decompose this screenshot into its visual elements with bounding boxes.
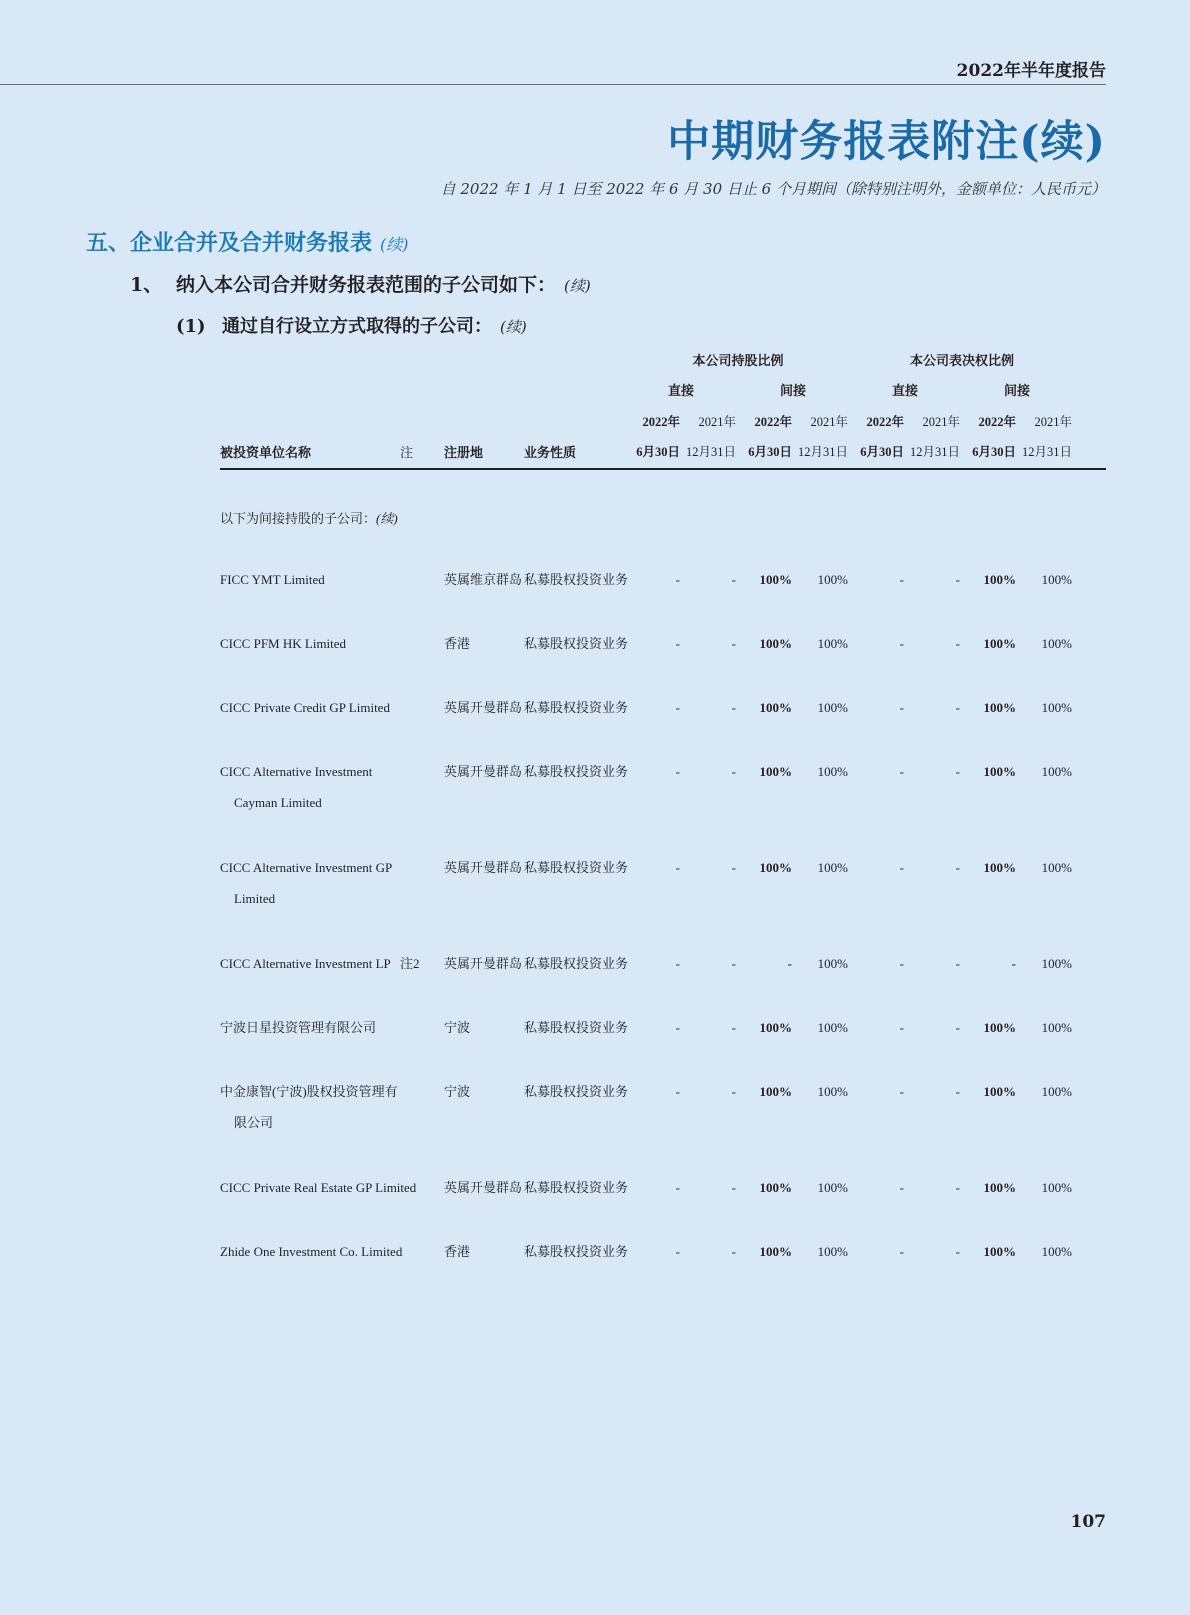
ratio-cell: - — [899, 636, 904, 651]
ratio-cell: 100% — [759, 764, 792, 779]
header-underline — [220, 468, 1106, 470]
ratio-cell: 100% — [759, 636, 792, 651]
ratio-cell: - — [675, 764, 680, 779]
sub-subsection-number: (1) — [176, 316, 206, 337]
ratio-cell: - — [955, 1020, 960, 1035]
ratio-cell: 100% — [1041, 956, 1072, 971]
subheader-indirect: 间接 — [1003, 383, 1030, 398]
business-cell: 私募股权投资业务 — [524, 860, 629, 875]
ratio-cell: 100% — [983, 1180, 1016, 1195]
ratio-cell: - — [955, 764, 960, 779]
ratio-cell: - — [899, 956, 904, 971]
ratio-cell: - — [731, 956, 736, 971]
entity-name — [220, 756, 390, 818]
column-header-note: 注 — [400, 445, 414, 460]
business-cell: 私募股权投资业务 — [524, 956, 629, 971]
entity-name-line2: Limited — [234, 891, 276, 906]
ratio-cell: 100% — [1041, 764, 1072, 779]
ratio-cell: - — [955, 1084, 960, 1099]
entity-name-line1: 宁波日星投资管理有限公司 — [220, 1020, 377, 1035]
report-name: 2022年半年度报告 — [956, 61, 1106, 81]
entity-name-line1: CICC Alternative Investment — [220, 764, 373, 779]
ratio-cell: 100% — [1041, 860, 1072, 875]
date-header: 12月31日 — [685, 445, 736, 459]
ratio-cell: 100% — [759, 1244, 792, 1259]
ratio-cell: 100% — [983, 1084, 1016, 1099]
business-cell: 私募股权投资业务 — [524, 1084, 629, 1099]
ratio-cell: 100% — [817, 572, 848, 587]
entity-name — [220, 564, 390, 595]
ratio-cell: - — [675, 1084, 680, 1099]
ratio-cell: - — [955, 956, 960, 971]
ratio-cell: 100% — [817, 1180, 848, 1195]
place-cell: 香港 — [444, 636, 471, 651]
ratio-cell: - — [899, 700, 904, 715]
entity-name-line1: CICC Private Credit GP Limited — [220, 700, 390, 715]
year-header: 2022年 — [754, 415, 792, 429]
ratio-cell: - — [899, 1180, 904, 1195]
ratio-cell: - — [675, 956, 680, 971]
business-cell: 私募股权投资业务 — [524, 1180, 629, 1195]
entity-name-line1: CICC Private Real Estate GP Limited — [220, 1180, 417, 1195]
subheader-direct: 直接 — [891, 383, 918, 398]
ratio-cell: 100% — [817, 1084, 848, 1099]
entity-name-line1: 中金康智(宁波)股权投资管理有 — [220, 1084, 398, 1099]
header-divider — [0, 84, 1106, 85]
ratio-cell: - — [899, 1020, 904, 1035]
ratio-cell: - — [675, 1020, 680, 1035]
date-header: 6月30日 — [972, 445, 1016, 459]
group-header-shareholding: 本公司持股比例 — [692, 353, 784, 368]
ratio-cell: - — [955, 1180, 960, 1195]
ratio-cell: - — [899, 1244, 904, 1259]
ratio-cell: 100% — [759, 1180, 792, 1195]
place-cell: 香港 — [444, 1244, 471, 1259]
entity-name — [220, 1076, 398, 1138]
ratio-cell: 100% — [817, 860, 848, 875]
section-cont: (续) — [380, 235, 409, 254]
place-cell: 英属开曼群岛 — [444, 1180, 523, 1195]
ratio-cell: - — [675, 700, 680, 715]
entity-name — [220, 1236, 403, 1267]
entity-name-line1: Zhide One Investment Co. Limited — [220, 1244, 403, 1259]
ratio-cell: - — [899, 572, 904, 587]
ratio-cell: - — [731, 1244, 736, 1259]
entity-name — [220, 948, 390, 979]
subheader-direct: 直接 — [667, 383, 694, 398]
ratio-cell: 100% — [759, 860, 792, 875]
page-number: 107 — [1070, 1512, 1106, 1532]
note-cell: 注2 — [400, 956, 420, 971]
subsection-cont: (续) — [564, 277, 591, 295]
ratio-cell: - — [955, 860, 960, 875]
ratio-cell: 100% — [759, 572, 792, 587]
subheading-text: 以下为间接持股的子公司： — [220, 511, 377, 526]
period-note: 自 2022 年 1 月 1 日至 2022 年 6 月 30 日止 6 个月期间（除特别注明外，金额单位：人民币元） — [440, 180, 1106, 198]
entity-name-line2: Cayman Limited — [234, 795, 322, 810]
ratio-cell: - — [787, 956, 792, 971]
ratio-cell: 100% — [817, 1244, 848, 1259]
sub-subsection-title: 通过自行设立方式取得的子公司： — [222, 316, 492, 337]
ratio-cell: - — [731, 636, 736, 651]
ratio-cell: - — [731, 1020, 736, 1035]
page-title: 中期财务报表附注(续) — [667, 117, 1106, 167]
business-cell: 私募股权投资业务 — [524, 1020, 629, 1035]
year-header: 2021年 — [698, 415, 736, 429]
sub-subsection-cont: (续) — [500, 318, 527, 336]
subsection-title: 纳入本公司合并财务报表范围的子公司如下： — [176, 274, 557, 296]
entity-name — [220, 852, 393, 914]
place-cell: 英属开曼群岛 — [444, 956, 523, 971]
entity-name — [220, 628, 390, 659]
place-cell: 宁波 — [444, 1084, 471, 1099]
date-header: 12月31日 — [909, 445, 960, 459]
place-cell: 宁波 — [444, 1020, 471, 1035]
section-heading — [86, 226, 409, 257]
subheader-indirect: 间接 — [779, 383, 806, 398]
ratio-cell: 100% — [759, 1084, 792, 1099]
ratio-cell: 100% — [1041, 572, 1072, 587]
ratio-cell: 100% — [983, 764, 1016, 779]
ratio-cell: - — [899, 764, 904, 779]
column-header-name: 被投资单位名称 — [220, 445, 312, 460]
ratio-cell: - — [731, 764, 736, 779]
ratio-cell: 100% — [759, 700, 792, 715]
business-cell: 私募股权投资业务 — [524, 572, 629, 587]
year-header: 2021年 — [1034, 415, 1072, 429]
date-header: 12月31日 — [797, 445, 848, 459]
date-header: 6月30日 — [748, 445, 792, 459]
place-cell: 英属开曼群岛 — [444, 700, 523, 715]
ratio-cell: 100% — [983, 1020, 1016, 1035]
subsection-heading — [130, 270, 591, 297]
date-header: 6月30日 — [860, 445, 904, 459]
place-cell: 英属维京群岛 — [444, 572, 523, 587]
business-cell: 私募股权投资业务 — [524, 700, 629, 715]
place-cell: 英属开曼群岛 — [444, 764, 523, 779]
group-header-voting: 本公司表决权比例 — [909, 353, 1014, 368]
ratio-cell: - — [731, 1180, 736, 1195]
entity-name — [220, 692, 390, 723]
ratio-cell: 100% — [1041, 636, 1072, 651]
ratio-cell: 100% — [817, 636, 848, 651]
ratio-cell: - — [731, 860, 736, 875]
ratio-cell: 100% — [983, 572, 1016, 587]
ratio-cell: 100% — [1041, 1180, 1072, 1195]
ratio-cell: - — [899, 860, 904, 875]
ratio-cell: 100% — [759, 1020, 792, 1035]
entity-name-line1: CICC Alternative Investment GP — [220, 860, 393, 875]
ratio-cell: - — [731, 1084, 736, 1099]
sub-subsection-heading — [176, 312, 527, 338]
ratio-cell: 100% — [1041, 700, 1072, 715]
date-header: 12月31日 — [1021, 445, 1072, 459]
ratio-cell: - — [955, 1244, 960, 1259]
place-cell: 英属开曼群岛 — [444, 860, 523, 875]
entity-name-line1: CICC PFM HK Limited — [220, 636, 347, 651]
ratio-cell: - — [675, 636, 680, 651]
section-title: 五、企业合并及合并财务报表 — [86, 230, 373, 256]
ratio-cell: 100% — [817, 956, 848, 971]
ratio-cell: - — [675, 860, 680, 875]
ratio-cell: - — [1011, 956, 1016, 971]
ratio-cell: 100% — [817, 700, 848, 715]
year-header: 2022年 — [866, 415, 904, 429]
ratio-cell: 100% — [983, 1244, 1016, 1259]
ratio-cell: 100% — [983, 700, 1016, 715]
entity-name-line1: CICC Alternative Investment LP — [220, 956, 391, 971]
indirect-subsidiaries-heading — [220, 508, 398, 527]
year-header: 2022年 — [978, 415, 1016, 429]
business-cell: 私募股权投资业务 — [524, 1244, 629, 1259]
ratio-cell: - — [675, 572, 680, 587]
subheading-cont: (续) — [376, 511, 398, 526]
year-header: 2021年 — [922, 415, 960, 429]
entity-name-line1: FICC YMT Limited — [220, 572, 325, 587]
ratio-cell: - — [675, 1180, 680, 1195]
ratio-cell: - — [675, 1244, 680, 1259]
entity-name-line2: 限公司 — [234, 1115, 274, 1130]
ratio-cell: - — [731, 572, 736, 587]
ratio-cell: 100% — [983, 860, 1016, 875]
entity-name — [220, 1172, 417, 1203]
entity-name — [220, 1012, 390, 1043]
year-header: 2022年 — [642, 415, 680, 429]
ratio-cell: - — [955, 572, 960, 587]
year-header: 2021年 — [810, 415, 848, 429]
column-header-business: 业务性质 — [524, 445, 577, 460]
ratio-cell: - — [955, 700, 960, 715]
ratio-cell: 100% — [1041, 1084, 1072, 1099]
ratio-cell: 100% — [983, 636, 1016, 651]
ratio-cell: 100% — [817, 764, 848, 779]
ratio-cell: - — [899, 1084, 904, 1099]
business-cell: 私募股权投资业务 — [524, 764, 629, 779]
column-header-place: 注册地 — [444, 445, 484, 460]
ratio-cell: 100% — [1041, 1244, 1072, 1259]
business-cell: 私募股权投资业务 — [524, 636, 629, 651]
ratio-cell: 100% — [1041, 1020, 1072, 1035]
ratio-cell: - — [731, 700, 736, 715]
ratio-cell: 100% — [817, 1020, 848, 1035]
subsection-number: 1、 — [130, 274, 163, 296]
ratio-cell: - — [955, 636, 960, 651]
date-header: 6月30日 — [636, 445, 680, 459]
